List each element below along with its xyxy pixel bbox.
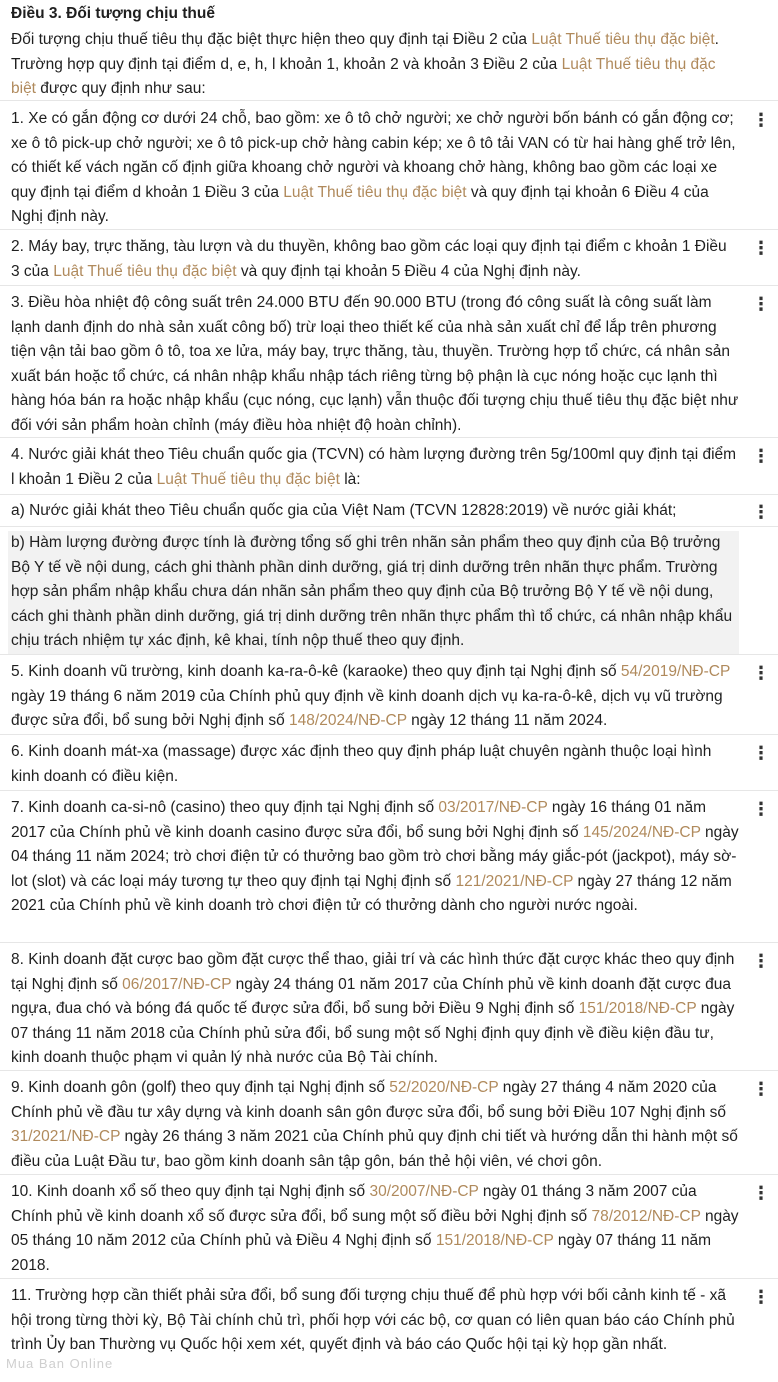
paragraph-item-4b bbox=[8, 531, 739, 654]
legal-reference-link[interactable]: 31/2021/NĐ-CP bbox=[11, 1128, 121, 1145]
paragraph-text: 8. Kinh doanh đặt cược bao gồm đặt cược thể thao, giải trí và các hình thức đặt cược khác theo quy định tại Nghị định số 06/2017/NĐ-CP ngày 24 tháng 01 năm 2017 của Chính phủ về kinh doanh đặt cược đua ngựa, đua chó và bóng đá quốc tế được sửa đổi, bổ sung bởi Điều 9 Nghị định số 151/2018/NĐ-CP ngày 07 tháng 11 năm 2018 của Chính phủ sửa đổi, bổ sung một số Nghị định quy định về điều kiện đầu tư, kinh doanh thuộc phạm vi quản lý nhà nước của Bộ Tài chính. bbox=[11, 951, 735, 1066]
divider bbox=[0, 526, 778, 527]
paragraph-text: Đối tượng chịu thuế tiêu thụ đặc biệt thực hiện theo quy định tại Điều 2 của Luật Thuế tiêu thụ đặc biệt. Trường hợp quy định tại điểm d, e, h, l khoản 1, khoản 2 và khoản 3 Điều 2 của Luật Thuế tiêu thụ đặc biệt được quy định như sau: bbox=[11, 31, 719, 97]
legal-reference-link[interactable]: 54/2019/NĐ-CP bbox=[620, 663, 731, 680]
legal-reference-link[interactable]: 145/2024/NĐ-CP bbox=[582, 823, 701, 841]
paragraph-item-7 bbox=[11, 796, 739, 919]
legal-reference-link[interactable]: 52/2020/NĐ-CP bbox=[389, 1079, 499, 1096]
article-title: Điều 3. Đối tượng chịu thuế bbox=[11, 5, 215, 22]
legal-reference-link[interactable]: 06/2017/NĐ-CP bbox=[122, 975, 232, 993]
paragraph-text: 3. Điều hòa nhiệt độ công suất trên 24.000 BTU đến 90.000 BTU (trong đó công suất là công suất làm lạnh danh định do nhà sản xuất công bố) trừ loại theo thiết kế của nhà sản xuất chỉ để lắp trên phương tiện vận tải bao gồm ô tô, toa xe lửa, máy bay, trực thăng, tàu, thuyền. Trường hợp tổ chức, cá nhân sản xuất bán hoặc tổ chức, cá nhân nhập khẩu nhập tách riêng từng bộ phận là cục nóng hoặc cục lạnh thì hàng hóa bán ra hoặc nhập khẩu (cục nóng, cục lạnh) vẫn thuộc đối tượng chịu thuế tiêu thụ đặc biệt như đối với sản phẩm hoàn chỉnh (máy điều hòa nhiệt độ hoàn chỉnh). bbox=[11, 294, 739, 434]
paragraph-menu-icon[interactable]: ⋮ bbox=[752, 294, 770, 314]
divider bbox=[0, 285, 778, 286]
paragraph-item-9 bbox=[11, 1076, 739, 1174]
legal-reference-link[interactable]: 30/2007/NĐ-CP bbox=[369, 1183, 479, 1200]
paragraph-item-10 bbox=[11, 1180, 739, 1278]
paragraph-item-8 bbox=[11, 948, 739, 1071]
legal-reference-link[interactable]: 148/2024/NĐ-CP bbox=[289, 712, 407, 729]
paragraph-menu-icon[interactable]: ⋮ bbox=[752, 110, 770, 130]
divider bbox=[0, 100, 778, 101]
divider bbox=[0, 790, 778, 791]
paragraph-menu-icon[interactable]: ⋮ bbox=[752, 743, 770, 763]
divider bbox=[0, 437, 778, 438]
legal-reference-link[interactable]: Luật Thuế tiêu thụ đặc biệt bbox=[531, 31, 715, 48]
paragraph-text: 6. Kinh doanh mát-xa (massage) được xác định theo quy định pháp luật chuyên ngành thuộc loại hình kinh doanh có điều kiện. bbox=[11, 743, 712, 785]
paragraph-intro bbox=[11, 28, 739, 102]
paragraph-item-11 bbox=[11, 1284, 739, 1358]
paragraph-item-4a bbox=[11, 499, 739, 524]
paragraph-item-6 bbox=[11, 740, 739, 789]
paragraph-text: 2. Máy bay, trực thăng, tàu lượn và du thuyền, không bao gồm các loại quy định tại điểm c khoản 1 Điều 3 của Luật Thuế tiêu thụ đặc biệt và quy định tại khoản 5 Điều 4 của Nghị định này. bbox=[11, 238, 727, 280]
watermark: Mua Ban Online bbox=[6, 1356, 114, 1371]
divider bbox=[0, 942, 778, 943]
paragraph-menu-icon[interactable]: ⋮ bbox=[752, 446, 770, 466]
divider bbox=[0, 654, 778, 655]
paragraph-item-3 bbox=[11, 291, 739, 438]
paragraph-text: 5. Kinh doanh vũ trường, kinh doanh ka-ra-ô-kê (karaoke) theo quy định tại Nghị định số 54/2019/NĐ-CP ngày 19 tháng 6 năm 2019 của Chính phủ quy định về kinh doanh dịch vụ ka-ra-ô-kê, dịch vụ vũ trường được sửa đổi, bổ sung bởi Nghị định số 148/2024/NĐ-CP ngày 12 tháng 11 năm 2024. bbox=[11, 663, 731, 729]
paragraph-text: b) Hàm lượng đường được tính là đường tổng số ghi trên nhãn sản phẩm theo quy định của Bộ trưởng Bộ Y tế về nội dung, cách ghi thành phần dinh dưỡng, giá trị dinh dưỡng trên nhãn thực phẩm. Trường hợp sản phẩm nhập khẩu chưa dán nhãn sản phẩm theo quy định của Bộ trưởng Bộ Y tế về nội dung, cách ghi thành phần dinh dưỡng, giá trị dinh dưỡng trên nhãn thực phẩm thì tổ chức, cá nhân nhập khẩu chịu trách nhiệm tự xác định, kê khai, tính nộp thuế theo quy định. bbox=[11, 534, 733, 649]
legal-reference-link[interactable]: Luật Thuế tiêu thụ đặc biệt bbox=[11, 55, 716, 97]
paragraph-text: 7. Kinh doanh ca-si-nô (casino) theo quy định tại Nghị định số 03/2017/NĐ-CP ngày 16 tháng 01 năm 2017 của Chính phủ về kinh doanh casino được sửa đổi, bổ sung bởi Nghị định số 145/2024/NĐ-CP ngày 04 tháng 11 năm 2024; trò chơi điện tử có thưởng bao gồm trò chơi bằng máy giắc-pót (jackpot), máy sờ-lot (slot) và các loại máy tương tự theo quy định tại Nghị định số 121/2021/NĐ-CP ngày 27 tháng 12 năm 2021 của Chính phủ về kinh doanh trò chơi điện tử có thưởng dành cho người nước ngoài. bbox=[11, 799, 739, 914]
legal-reference-link[interactable]: 121/2021/NĐ-CP bbox=[455, 872, 574, 890]
divider bbox=[0, 494, 778, 495]
paragraph-menu-icon[interactable]: ⋮ bbox=[752, 1079, 770, 1099]
legal-reference-link[interactable]: 78/2012/NĐ-CP bbox=[591, 1207, 701, 1225]
divider bbox=[0, 1278, 778, 1279]
legal-reference-link[interactable]: Luật Thuế tiêu thụ đặc biệt bbox=[53, 262, 237, 280]
paragraph-item-1 bbox=[11, 107, 739, 230]
paragraph-menu-icon[interactable]: ⋮ bbox=[752, 663, 770, 683]
legal-reference-link[interactable]: Luật Thuế tiêu thụ đặc biệt bbox=[283, 183, 467, 201]
paragraph-menu-icon[interactable]: ⋮ bbox=[752, 1287, 770, 1307]
paragraph-item-2 bbox=[11, 235, 739, 284]
paragraph-text: 10. Kinh doanh xổ số theo quy định tại Nghị định số 30/2007/NĐ-CP ngày 01 tháng 3 năm 2007 của Chính phủ về kinh doanh xổ số được sửa đổi, bổ sung một số điều bởi Nghị định số 78/2012/NĐ-CP ngày 05 tháng 10 năm 2012 của Chính phủ và Điều 4 Nghị định số 151/2018/NĐ-CP ngày 07 tháng 11 năm 2018. bbox=[11, 1183, 739, 1274]
paragraph-item-4 bbox=[11, 443, 739, 492]
divider bbox=[0, 1070, 778, 1071]
divider bbox=[0, 229, 778, 230]
divider bbox=[0, 1174, 778, 1175]
paragraph-text: 11. Trường hợp cần thiết phải sửa đổi, bổ sung đối tượng chịu thuế để phù hợp với bối cảnh kinh tế - xã hội trong từng thời kỳ, Bộ Tài chính chủ trì, phối hợp với các bộ, cơ quan có liên quan báo cáo Chính phủ trình Ủy ban Thường vụ Quốc hội xem xét, quyết định và báo cáo Quốc hội tại kỳ họp gần nhất. bbox=[11, 1287, 735, 1353]
paragraph-menu-icon[interactable]: ⋮ bbox=[752, 238, 770, 258]
divider bbox=[0, 734, 778, 735]
paragraph-item-5 bbox=[11, 660, 739, 734]
paragraph-menu-icon[interactable]: ⋮ bbox=[752, 951, 770, 971]
legal-reference-link[interactable]: 03/2017/NĐ-CP bbox=[438, 799, 548, 816]
paragraph-menu-icon[interactable]: ⋮ bbox=[752, 502, 770, 522]
paragraph-text: 1. Xe có gắn động cơ dưới 24 chỗ, bao gồm: xe ô tô chở người; xe chở người bốn bánh có gắn động cơ; xe ô tô pick-up chở người; xe ô tô pick-up chở hàng cabin kép; xe ô tô tải VAN có từ hai hàng ghế trở lên, có thiết kế vách ngăn cố định giữa khoang chở người và khoang chở hàng, không bao gồm các loại xe quy định tại điểm d khoản 1 Điều 3 của Luật Thuế tiêu thụ đặc biệt và quy định tại khoản 6 Điều 4 của Nghị định này. bbox=[11, 110, 736, 225]
paragraph-text: 9. Kinh doanh gôn (golf) theo quy định tại Nghị định số 52/2020/NĐ-CP ngày 27 tháng 4 năm 2020 của Chính phủ về đầu tư xây dựng và kinh doanh sân gôn được sửa đổi, bổ sung bởi Điều 107 Nghị định số 31/2021/NĐ-CP ngày 26 tháng 3 năm 2021 của Chính phủ quy định chi tiết và hướng dẫn thi hành một số điều của Luật Đầu tư, bao gồm kinh doanh sân tập gôn, bán thẻ hội viên, vé chơi gôn. bbox=[11, 1079, 738, 1170]
paragraph-menu-icon[interactable]: ⋮ bbox=[752, 1183, 770, 1203]
paragraph-text: 4. Nước giải khát theo Tiêu chuẩn quốc gia (TCVN) có hàm lượng đường trên 5g/100ml quy định tại điểm l khoản 1 Điều 2 của Luật Thuế tiêu thụ đặc biệt là: bbox=[11, 446, 737, 488]
legal-reference-link[interactable]: 151/2018/NĐ-CP bbox=[435, 1232, 554, 1249]
legal-reference-link[interactable]: 151/2018/NĐ-CP bbox=[578, 1000, 697, 1017]
paragraph-text: a) Nước giải khát theo Tiêu chuẩn quốc gia của Việt Nam (TCVN 12828:2019) về nước giải khát; bbox=[11, 502, 677, 519]
paragraph-menu-icon[interactable]: ⋮ bbox=[752, 799, 770, 819]
legal-reference-link[interactable]: Luật Thuế tiêu thụ đặc biệt bbox=[156, 470, 340, 488]
